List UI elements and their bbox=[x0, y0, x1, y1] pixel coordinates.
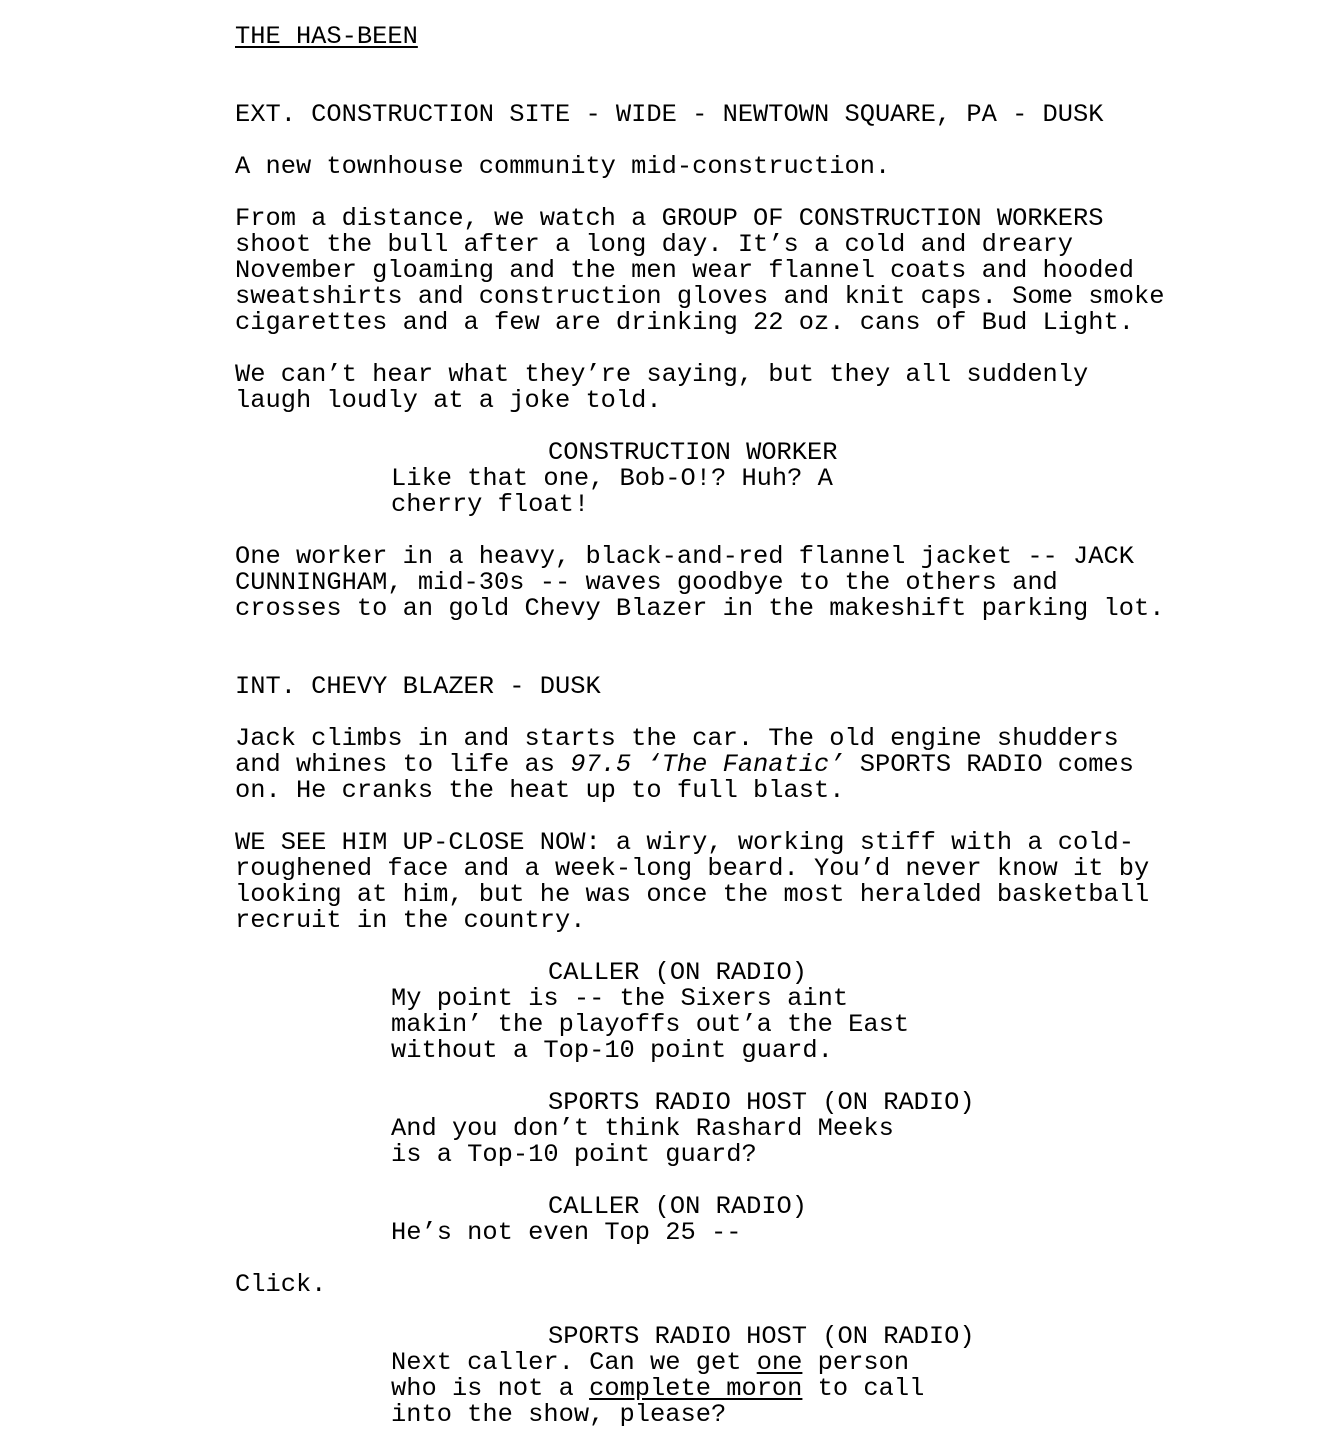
dialogue-line: And you don’t think Rashard Meeks bbox=[391, 1114, 894, 1143]
dialogue-line: makin’ the playoffs out’a the East bbox=[391, 1010, 910, 1039]
dialogue-block bbox=[235, 440, 1235, 518]
screenplay-page bbox=[235, 24, 1235, 1428]
action-line: cigarettes and a few are drinking 22 oz. cans of Bud Light. bbox=[235, 308, 1134, 337]
dialogue-text: Next caller. Can we get bbox=[391, 1348, 757, 1377]
dialogue-line: My point is -- the Sixers aint bbox=[391, 984, 849, 1013]
action-block bbox=[235, 362, 1235, 414]
dialogue-block bbox=[235, 960, 1235, 1064]
action-line: CUNNINGHAM, mid-30s -- waves goodbye to the others and bbox=[235, 568, 1058, 597]
action-line: sweatshirts and construction gloves and knit caps. Some smoke bbox=[235, 282, 1165, 311]
action-block bbox=[235, 206, 1235, 336]
action-line: on. He cranks the heat up to full blast. bbox=[235, 776, 845, 805]
scene-heading: EXT. CONSTRUCTION SITE - WIDE - NEWTOWN SQUARE, PA - DUSK bbox=[235, 100, 1104, 129]
action-line: roughened face and a week-long beard. You’d never know it by bbox=[235, 854, 1150, 883]
dialogue-line: cherry float! bbox=[391, 490, 590, 519]
action-text: and whines to life as bbox=[235, 750, 571, 779]
action-line bbox=[235, 752, 1235, 778]
action-line: laugh loudly at a joke told. bbox=[235, 386, 662, 415]
action-line: WE SEE HIM UP-CLOSE NOW: a wiry, working stiff with a cold- bbox=[235, 828, 1134, 857]
action-line: One worker in a heavy, black-and-red flannel jacket -- JACK bbox=[235, 542, 1134, 571]
dialogue-text: to call bbox=[802, 1374, 925, 1403]
action-line: A new townhouse community mid-construction. bbox=[235, 152, 891, 181]
action-line: Click. bbox=[235, 1270, 327, 1299]
action-line: shoot the bull after a long day. It’s a cold and dreary bbox=[235, 230, 1074, 259]
action-block bbox=[235, 154, 1235, 180]
dialogue-line bbox=[391, 1376, 1235, 1402]
emphasis-text: one bbox=[756, 1348, 803, 1377]
dialogue-block bbox=[235, 1090, 1235, 1168]
action-line: crosses to an gold Chevy Blazer in the makeshift parking lot. bbox=[235, 594, 1165, 623]
radio-station-name: 97.5 ‘The Fanatic’ bbox=[570, 750, 845, 779]
action-line: Jack climbs in and starts the car. The old engine shudders bbox=[235, 724, 1119, 753]
character-name: SPORTS RADIO HOST (ON RADIO) bbox=[548, 1322, 975, 1351]
action-block bbox=[235, 726, 1235, 804]
action-line: November gloaming and the men wear flannel coats and hooded bbox=[235, 256, 1134, 285]
dialogue-line: into the show, please? bbox=[391, 1400, 727, 1429]
dialogue-line bbox=[391, 1350, 1235, 1376]
scene-heading: INT. CHEVY BLAZER - DUSK bbox=[235, 672, 601, 701]
action-line: looking at him, but he was once the most heralded basketball bbox=[235, 880, 1150, 909]
dialogue-line: Like that one, Bob-O!? Huh? A bbox=[391, 464, 833, 493]
script-title: THE HAS-BEEN bbox=[235, 22, 418, 51]
character-name: SPORTS RADIO HOST (ON RADIO) bbox=[548, 1088, 975, 1117]
action-line: From a distance, we watch a GROUP OF CONSTRUCTION WORKERS bbox=[235, 204, 1104, 233]
action-block bbox=[235, 544, 1235, 622]
action-line: We can’t hear what they’re saying, but they all suddenly bbox=[235, 360, 1089, 389]
character-name: CALLER (ON RADIO) bbox=[548, 958, 808, 987]
dialogue-block bbox=[235, 1194, 1235, 1246]
dialogue-text: who is not a bbox=[391, 1374, 590, 1403]
action-text: SPORTS RADIO comes bbox=[844, 750, 1134, 779]
character-name: CONSTRUCTION WORKER bbox=[548, 438, 838, 467]
emphasis-text: complete moron bbox=[589, 1374, 803, 1403]
character-name: CALLER (ON RADIO) bbox=[548, 1192, 808, 1221]
dialogue-line: is a Top-10 point guard? bbox=[391, 1140, 757, 1169]
dialogue-text: person bbox=[802, 1348, 910, 1377]
action-line: recruit in the country. bbox=[235, 906, 586, 935]
action-block bbox=[235, 830, 1235, 934]
dialogue-line: He’s not even Top 25 -- bbox=[391, 1218, 742, 1247]
dialogue-block bbox=[235, 1324, 1235, 1428]
dialogue-line: without a Top-10 point guard. bbox=[391, 1036, 833, 1065]
